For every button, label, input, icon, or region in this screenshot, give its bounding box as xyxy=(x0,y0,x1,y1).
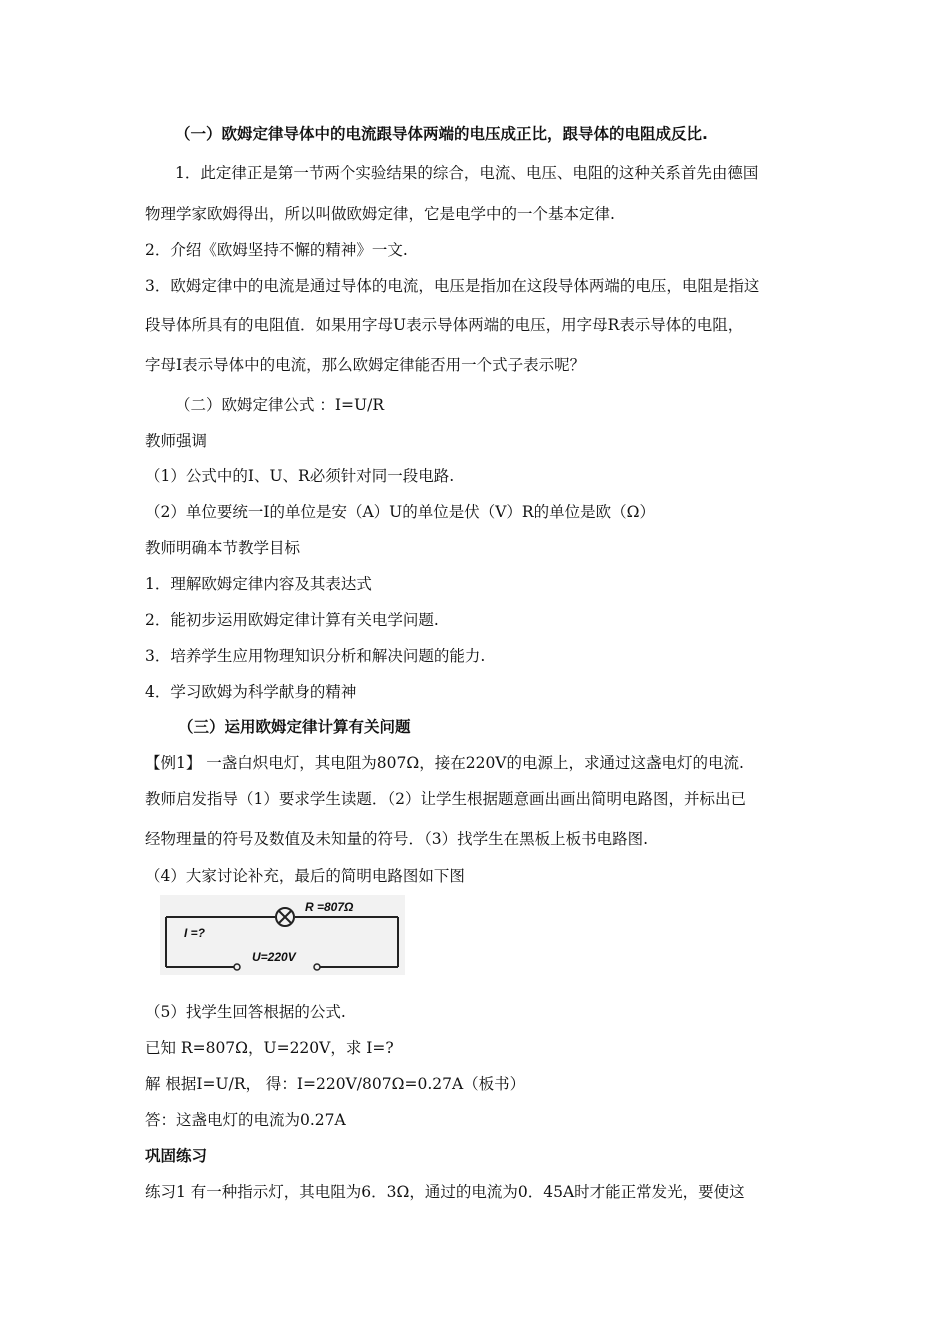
section-heading-application: （三）运用欧姆定律计算有关问题 xyxy=(178,718,411,736)
lamp-icon xyxy=(276,908,294,926)
paragraph-line: 教师强调 xyxy=(145,432,208,450)
paragraph-line: 2．介绍《欧姆坚持不懈的精神》一文. xyxy=(145,241,408,259)
list-item: （2）单位要统一I的单位是安（A）U的单位是伏（V）R的单位是欧（Ω） xyxy=(145,503,655,521)
paragraph-line: （4）大家讨论补充，最后的简明电路图如下图 xyxy=(145,867,465,885)
section-heading-formula: （二）欧姆定律公式 ：I=U/R xyxy=(175,396,384,414)
paragraph-line: 1．此定律正是第一节两个实验结果的综合，电流、电压、电阻的这种关系首先由德国 xyxy=(175,164,759,182)
paragraph-line: 段导体所具有的电阻值．如果用字母U表示导体两端的电压，用字母R表示导体的电阻， xyxy=(145,316,744,334)
paragraph-line: 答：这盏电灯的电流为0.27A xyxy=(145,1111,346,1129)
terminal-right xyxy=(314,964,320,970)
paragraph-line: （5）找学生回答根据的公式. xyxy=(145,1003,346,1021)
paragraph-line: 已知 R=807Ω，U=220V，求 I=? xyxy=(145,1039,394,1057)
list-item: （1）公式中的I、U、R必须针对同一段电路. xyxy=(145,467,455,485)
paragraph-line: 教师启发指导（1）要求学生读题．（2）让学生根据题意画出画出简明电路图，并标出已 xyxy=(145,790,746,808)
resistance-label: R =807Ω xyxy=(305,900,354,914)
list-item: 3．培养学生应用物理知识分析和解决问题的能力. xyxy=(145,647,486,665)
current-label: I =? xyxy=(184,926,206,940)
paragraph-line: 练习1 有一种指示灯，其电阻为6．3Ω，通过的电流为0．45A时才能正常发光，要使这 xyxy=(145,1183,745,1201)
section-heading-practice: 巩固练习 xyxy=(145,1147,208,1165)
paragraph-line: 解 根据I=U/R， 得：I=220V/807Ω=0.27A（板书） xyxy=(145,1075,526,1093)
list-item: 4．学习欧姆为科学献身的精神 xyxy=(145,683,357,701)
paragraph-line: 【例1】 一盏白炽电灯，其电阻为807Ω，接在220V的电源上，求通过这盏电灯的电流. xyxy=(145,754,744,772)
paragraph-line: 字母I表示导体中的电流，那么欧姆定律能否用一个式子表示呢？ xyxy=(145,356,586,374)
paragraph-line: 经物理量的符号及数值及未知量的符号．（3）找学生在黑板上板书电路图. xyxy=(145,830,649,848)
circuit-diagram xyxy=(160,895,405,975)
list-item: 1．理解欧姆定律内容及其表达式 xyxy=(145,575,372,593)
section-heading-ohms-law: （一）欧姆定律导体中的电流跟导体两端的电压成正比，跟导体的电阻成反比. xyxy=(175,125,708,143)
paragraph-line: 物理学家欧姆得出，所以叫做欧姆定律，它是电学中的一个基本定律. xyxy=(145,205,615,223)
terminal-left xyxy=(234,964,240,970)
list-item: 2．能初步运用欧姆定律计算有关电学问题. xyxy=(145,611,439,629)
paragraph-line: 教师明确本节教学目标 xyxy=(145,539,301,557)
paragraph-line: 3．欧姆定律中的电流是通过导体的电流，电压是指加在这段导体两端的电压，电阻是指这 xyxy=(145,277,760,295)
voltage-label: U=220V xyxy=(252,950,296,964)
